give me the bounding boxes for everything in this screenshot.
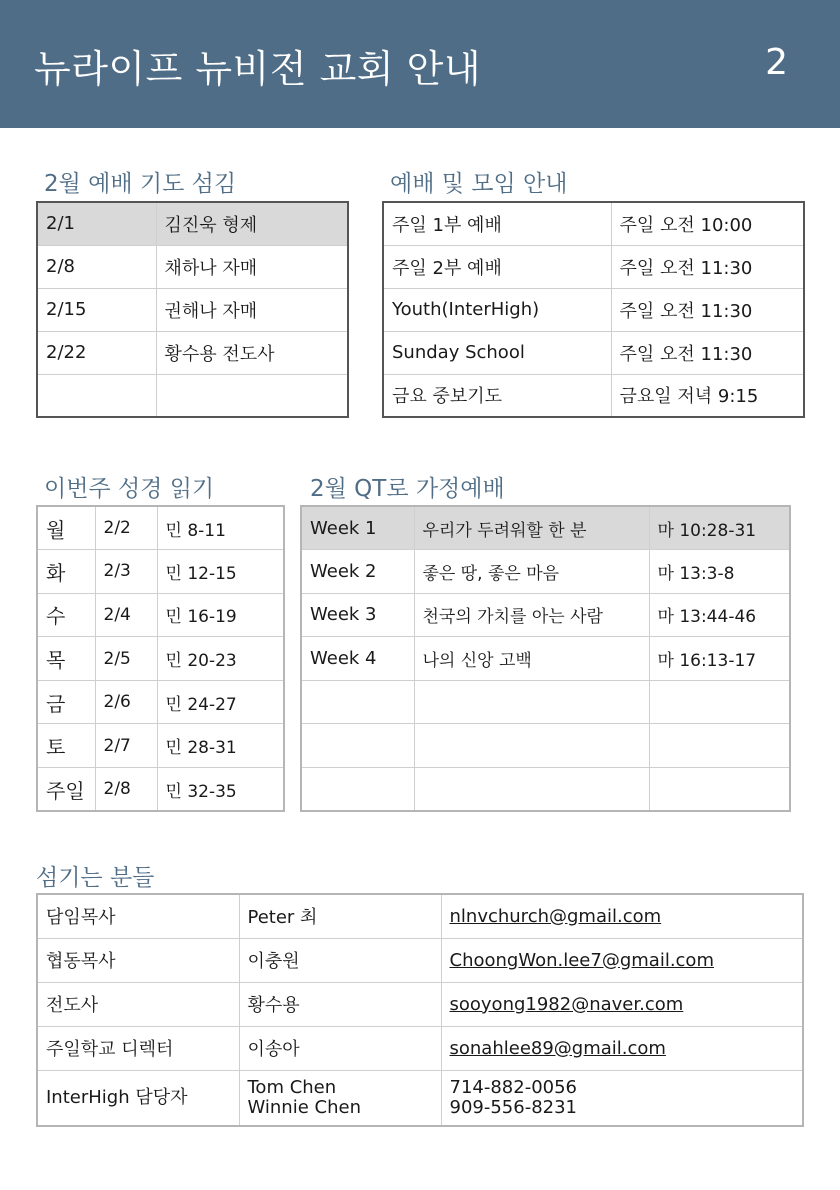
reading-day: 화 (37, 550, 95, 594)
table-row (301, 768, 790, 812)
phone-number: 714-882-0056 (449, 1076, 578, 1098)
qt-week: Week 4 (301, 637, 414, 681)
email-link[interactable]: sooyong1982@naver.com (449, 993, 684, 1015)
staff-names-cell (239, 1070, 441, 1126)
prayer-date: 2/8 (37, 245, 156, 288)
page-title: 뉴라이프 뉴비전 교회 안내 (34, 47, 482, 91)
worship-time: 주일 오전 11:30 (611, 245, 804, 288)
prayer-date: 2/22 (37, 331, 156, 374)
staff-role: InterHigh 담당자 (37, 1070, 239, 1126)
reading-passage: 민 32-35 (157, 768, 284, 812)
staff-phones-cell (441, 1070, 803, 1126)
table-row (37, 982, 803, 1026)
staff-name: 황수용 (239, 982, 441, 1026)
reading-passage: 민 20-23 (157, 637, 284, 681)
worship-event: 주일 2부 예배 (383, 245, 611, 288)
staff-role: 협동목사 (37, 938, 239, 982)
qt-week: Week 3 (301, 593, 414, 637)
reading-passage: 민 24-27 (157, 680, 284, 724)
worship-event: 금요 중보기도 (383, 374, 611, 417)
table-row (37, 374, 348, 417)
phone-number: 909-556-8231 (449, 1096, 578, 1118)
table-row (383, 202, 804, 245)
staff-table (36, 893, 804, 1127)
qt-topic (414, 768, 649, 812)
reading-passage: 민 16-19 (157, 593, 284, 637)
staff-name: 이충원 (239, 938, 441, 982)
reading-date: 2/3 (95, 550, 157, 594)
worship-time: 주일 오전 11:30 (611, 288, 804, 331)
table-row (37, 245, 348, 288)
table-row (37, 593, 284, 637)
qt-verse (649, 768, 790, 812)
page-header (0, 0, 840, 128)
table-row (301, 680, 790, 724)
prayer-date: 2/1 (37, 202, 156, 245)
table-row (37, 724, 284, 768)
table-row (37, 894, 803, 938)
table-row (37, 637, 284, 681)
reading-day: 목 (37, 637, 95, 681)
table-row (301, 724, 790, 768)
qt-verse (649, 724, 790, 768)
worship-table (382, 201, 805, 418)
qt-topic: 천국의 가치를 아는 사람 (414, 593, 649, 637)
staff-role: 담임목사 (37, 894, 239, 938)
qt-week: Week 1 (301, 506, 414, 550)
reading-passage: 민 8-11 (157, 506, 284, 550)
worship-section-title: 예배 및 모임 안내 (390, 171, 568, 197)
reading-date: 2/2 (95, 506, 157, 550)
qt-verse: 마 16:13-17 (649, 637, 790, 681)
worship-event: Sunday School (383, 331, 611, 374)
worship-event: 주일 1부 예배 (383, 202, 611, 245)
worship-time: 주일 오전 10:00 (611, 202, 804, 245)
page-number: 2 (765, 42, 788, 83)
prayer-name: 김진욱 형제 (156, 202, 348, 245)
reading-table (36, 505, 285, 812)
table-row (37, 938, 803, 982)
reading-day: 주일 (37, 768, 95, 812)
reading-day: 토 (37, 724, 95, 768)
table-row (37, 1026, 803, 1070)
reading-date: 2/4 (95, 593, 157, 637)
reading-day: 금 (37, 680, 95, 724)
qt-topic (414, 724, 649, 768)
staff-role: 전도사 (37, 982, 239, 1026)
qt-verse (649, 680, 790, 724)
reading-date: 2/8 (95, 768, 157, 812)
prayer-table (36, 201, 349, 418)
prayer-section-title: 2월 예배 기도 섬김 (44, 171, 237, 197)
qt-verse: 마 13:3-8 (649, 550, 790, 594)
reading-day: 수 (37, 593, 95, 637)
table-row (383, 245, 804, 288)
table-row (383, 288, 804, 331)
table-row (301, 593, 790, 637)
staff-role: 주일학교 디렉터 (37, 1026, 239, 1070)
email-link[interactable]: sonahlee89@gmail.com (449, 1037, 666, 1059)
qt-topic: 좋은 땅, 좋은 마음 (414, 550, 649, 594)
qt-topic (414, 680, 649, 724)
table-row (37, 202, 348, 245)
worship-time: 주일 오전 11:30 (611, 331, 804, 374)
table-row (37, 506, 284, 550)
staff-section-title: 섬기는 분들 (36, 865, 155, 891)
worship-time: 금요일 저녁 9:15 (611, 374, 804, 417)
prayer-name: 채하나 자매 (156, 245, 348, 288)
table-row (37, 680, 284, 724)
qt-verse: 마 10:28-31 (649, 506, 790, 550)
staff-name: Peter 최 (239, 894, 441, 938)
staff-name: Winnie Chen (247, 1096, 361, 1118)
staff-name: 이송아 (239, 1026, 441, 1070)
email-link[interactable]: ChoongWon.lee7@gmail.com (449, 949, 714, 971)
qt-verse: 마 13:44-46 (649, 593, 790, 637)
prayer-date (37, 374, 156, 417)
reading-passage: 민 12-15 (157, 550, 284, 594)
reading-date: 2/7 (95, 724, 157, 768)
reading-day: 월 (37, 506, 95, 550)
table-row (383, 374, 804, 417)
table-row (37, 768, 284, 812)
worship-event: Youth(InterHigh) (383, 288, 611, 331)
prayer-date: 2/15 (37, 288, 156, 331)
table-row (301, 637, 790, 681)
reading-section-title: 이번주 성경 읽기 (44, 476, 215, 502)
qt-topic: 우리가 두려워할 한 분 (414, 506, 649, 550)
qt-week (301, 680, 414, 724)
qt-topic: 나의 신앙 고백 (414, 637, 649, 681)
qt-table (300, 505, 791, 812)
qt-week (301, 724, 414, 768)
table-row (383, 331, 804, 374)
qt-week: Week 2 (301, 550, 414, 594)
reading-date: 2/5 (95, 637, 157, 681)
table-row (37, 550, 284, 594)
prayer-name: 권해나 자매 (156, 288, 348, 331)
prayer-name: 황수용 전도사 (156, 331, 348, 374)
reading-passage: 민 28-31 (157, 724, 284, 768)
email-link[interactable]: nlnvchurch@gmail.com (449, 905, 662, 927)
prayer-name (156, 374, 348, 417)
table-row (37, 288, 348, 331)
qt-section-title: 2월 QT로 가정예배 (310, 476, 505, 502)
table-row (37, 1070, 803, 1126)
table-row (301, 550, 790, 594)
table-row (37, 331, 348, 374)
reading-date: 2/6 (95, 680, 157, 724)
staff-name: Tom Chen (247, 1076, 337, 1098)
qt-week (301, 768, 414, 812)
table-row (301, 506, 790, 550)
